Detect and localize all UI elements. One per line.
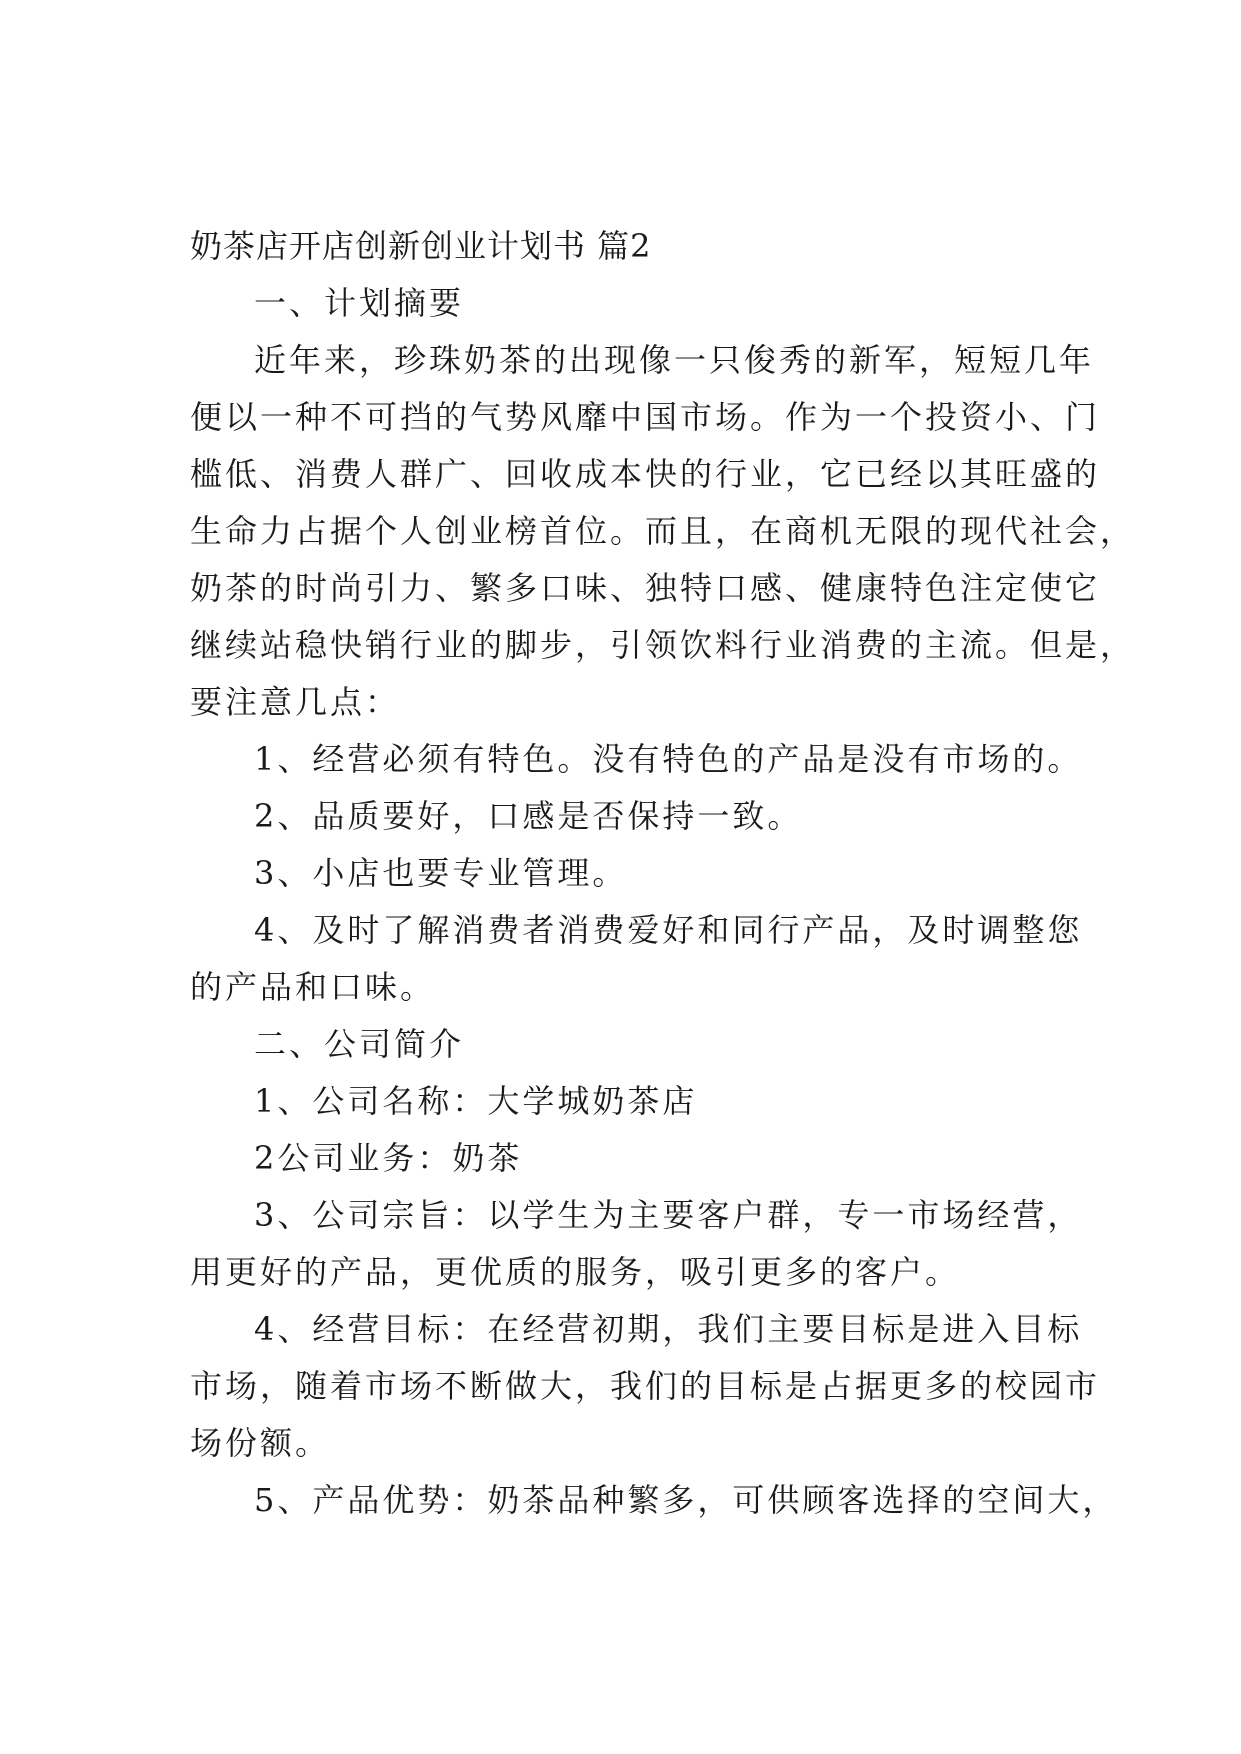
paragraph-line: 奶茶的时尚引力、繁多口味、独特口感、健康特色注定使它: [190, 569, 1101, 607]
list-item: 3、小店也要专业管理。: [254, 854, 628, 892]
section-heading: 二、公司简介: [254, 1025, 465, 1063]
list-item: 1、公司名称：大学城奶茶店: [254, 1082, 698, 1120]
paragraph-line: 槛低、消费人群广、回收成本快的行业，它已经以其旺盛的: [190, 455, 1101, 493]
paragraph-line: 场份额。: [190, 1424, 331, 1462]
paragraph-line: 市场，随着市场不断做大，我们的目标是占据更多的校园市: [190, 1367, 1101, 1405]
paragraph-line: 要注意几点：: [190, 683, 401, 721]
paragraph-line: 的产品和口味。: [190, 968, 436, 1006]
list-item: 4、及时了解消费者消费爱好和同行产品，及时调整您: [254, 911, 1083, 949]
section-heading: 一、计划摘要: [254, 284, 465, 322]
paragraph-line: 便以一种不可挡的气势风靡中国市场。作为一个投资小、门: [190, 398, 1101, 436]
document-title: 奶茶店开店创新创业计划书 篇2: [190, 227, 652, 265]
paragraph-line: 生命力占据个人创业榜首位。而且，在商机无限的现代社会，: [190, 512, 1136, 550]
list-item: 3、公司宗旨：以学生为主要客户群，专一市场经营，: [254, 1196, 1083, 1234]
list-item: 2公司业务：奶茶: [254, 1139, 523, 1177]
list-item: 5、产品优势：奶茶品种繁多，可供顾客选择的空间大，: [254, 1481, 1118, 1519]
paragraph-line: 继续站稳快销行业的脚步，引领饮料行业消费的主流。但是，: [190, 626, 1136, 664]
list-item: 2、品质要好，口感是否保持一致。: [254, 797, 803, 835]
list-item: 4、经营目标：在经营初期，我们主要目标是进入目标: [254, 1310, 1083, 1348]
paragraph-line: 用更好的产品，更优质的服务，吸引更多的客户。: [190, 1253, 961, 1291]
paragraph-line: 近年来，珍珠奶茶的出现像一只俊秀的新军，短短几年: [254, 341, 1095, 379]
list-item: 1、经营必须有特色。没有特色的产品是没有市场的。: [254, 740, 1083, 778]
